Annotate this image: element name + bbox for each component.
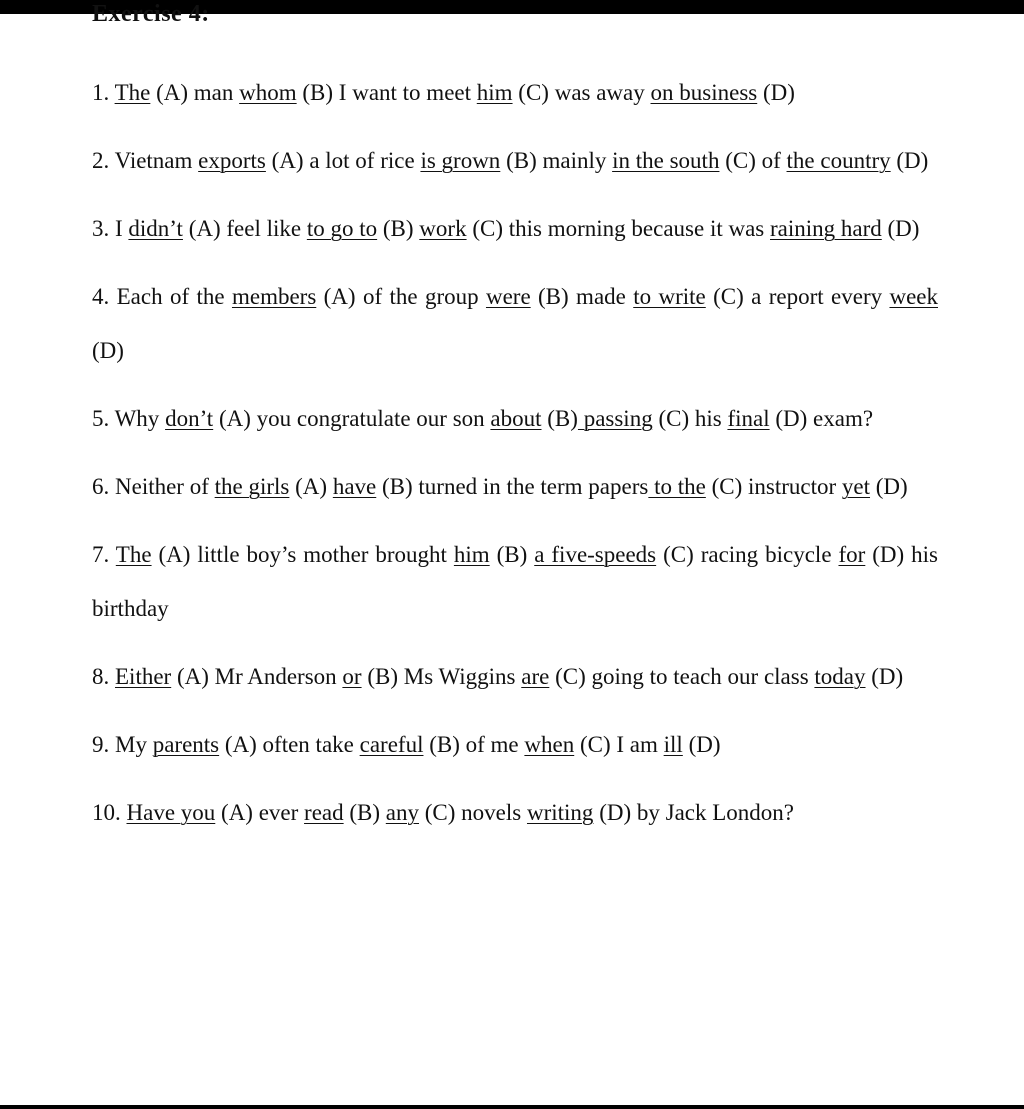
sentence-text: (D)	[890, 148, 929, 173]
underlined-option: to go to	[306, 216, 378, 241]
sentence-text: (A) you congratulate our son	[213, 406, 491, 431]
underlined-option: passing	[577, 406, 653, 431]
underlined-option: him	[453, 542, 490, 567]
question-7	[92, 528, 938, 636]
sentence-text: Neither of	[115, 474, 215, 499]
sentence-text: Vietnam	[114, 148, 199, 173]
sentence-text: (B)	[377, 216, 420, 241]
underlined-option: the girls	[214, 474, 290, 499]
underlined-option: work	[419, 216, 467, 241]
sentence-text: (A) Mr Anderson	[171, 664, 343, 689]
sentence-text: (D)	[757, 80, 795, 105]
underlined-option: in the south	[612, 148, 720, 173]
underlined-option: to the	[648, 474, 706, 499]
sentence-text: (D) his birthday	[92, 542, 938, 621]
question-number: 5.	[92, 406, 110, 431]
question-3	[92, 202, 938, 256]
sentence-text: (B) Ms Wiggins	[361, 664, 522, 689]
sentence-text: (A) little boy’s mother brought	[151, 542, 454, 567]
underlined-option: to write	[633, 284, 706, 309]
sentence-text: I	[115, 216, 129, 241]
underlined-option: when	[524, 732, 575, 757]
sentence-text: (B)	[541, 406, 578, 431]
underlined-option: don’t	[165, 406, 214, 431]
underlined-option: The	[114, 80, 151, 105]
underlined-option: raining hard	[770, 216, 882, 241]
sentence-text: (C) his	[652, 406, 728, 431]
sentence-text: (D)	[870, 474, 908, 499]
question-10	[92, 786, 938, 840]
underlined-option: week	[889, 284, 938, 309]
underlined-option: The	[115, 542, 152, 567]
sentence-text: (C) of	[719, 148, 787, 173]
question-6	[92, 460, 938, 514]
underlined-option: ill	[663, 732, 683, 757]
sentence-text: (B)	[489, 542, 535, 567]
question-number: 4.	[92, 284, 110, 309]
underlined-option: is grown	[420, 148, 501, 173]
sentence-text: (C) going to teach our class	[549, 664, 815, 689]
question-number: 9.	[92, 732, 110, 757]
underlined-option: a five-speeds	[534, 542, 657, 567]
sentence-text: (C) this morning because it was	[466, 216, 770, 241]
underlined-option: on business	[650, 80, 758, 105]
question-number: 8.	[92, 664, 110, 689]
sentence-text: (A) feel like	[182, 216, 307, 241]
question-8	[92, 650, 938, 704]
sentence-text: (B) turned in the term papers	[376, 474, 649, 499]
underlined-option: him	[476, 80, 513, 105]
sentence-text: (C) racing bicycle	[656, 542, 839, 567]
underlined-option: yet	[841, 474, 871, 499]
sentence-text: (B) I want to meet	[296, 80, 477, 105]
underlined-option: careful	[359, 732, 424, 757]
underlined-option: have	[332, 474, 377, 499]
underlined-option: parents	[152, 732, 220, 757]
underlined-option: for	[838, 542, 866, 567]
sentence-text: (B) mainly	[500, 148, 613, 173]
sentence-text: (A) ever	[215, 800, 305, 825]
underlined-option: the country	[786, 148, 891, 173]
question-number: 2.	[92, 148, 110, 173]
underlined-option: read	[304, 800, 344, 825]
sentence-text: Why	[114, 406, 166, 431]
underlined-option: members	[231, 284, 317, 309]
underlined-option: today	[814, 664, 866, 689]
sentence-text: (A)	[289, 474, 333, 499]
bottom-border	[0, 1105, 1024, 1109]
question-5	[92, 392, 938, 446]
question-number: 6.	[92, 474, 110, 499]
question-2	[92, 134, 938, 188]
underlined-option: about	[490, 406, 542, 431]
sentence-text: (A) a lot of rice	[265, 148, 421, 173]
sentence-text: (B) made	[530, 284, 634, 309]
sentence-text: My	[115, 732, 153, 757]
question-number: 3.	[92, 216, 110, 241]
question-4	[92, 270, 938, 378]
sentence-text: (D) exam?	[769, 406, 874, 431]
underlined-option: exports	[198, 148, 266, 173]
sentence-text: (D)	[682, 732, 721, 757]
sentence-text: (B)	[343, 800, 386, 825]
sentence-text: (A) of the group	[316, 284, 486, 309]
page-title: Exercise 4:	[92, 1, 210, 27]
underlined-option: or	[342, 664, 362, 689]
sentence-text: (D) by Jack London?	[593, 800, 794, 825]
sentence-text: (C) I am	[574, 732, 664, 757]
underlined-option: final	[727, 406, 770, 431]
sentence-text: Each of the	[116, 284, 232, 309]
underlined-option: are	[521, 664, 550, 689]
question-number: 1.	[92, 80, 110, 105]
sentence-text: (D)	[865, 664, 904, 689]
underlined-option: Have you	[126, 800, 216, 825]
underlined-option: whom	[239, 80, 297, 105]
underlined-option: were	[485, 284, 531, 309]
sentence-text: (D)	[881, 216, 920, 241]
sentence-text: (A) often take	[219, 732, 360, 757]
question-number: 7.	[92, 542, 110, 567]
sentence-text: (C) novels	[419, 800, 527, 825]
sentence-text: (A) man	[150, 80, 240, 105]
underlined-option: any	[385, 800, 420, 825]
sentence-text: (C) was away	[512, 80, 651, 105]
underlined-option: didn’t	[128, 216, 183, 241]
underlined-option: writing	[526, 800, 594, 825]
question-number: 10.	[92, 800, 121, 825]
underlined-option: Either	[115, 664, 172, 689]
sentence-text: (B) of me	[423, 732, 525, 757]
question-list	[92, 66, 938, 854]
question-1	[92, 66, 938, 120]
sentence-text: (D)	[92, 338, 124, 363]
question-9	[92, 718, 938, 772]
sentence-text: (C) a report every	[705, 284, 890, 309]
sentence-text: (C) instructor	[705, 474, 842, 499]
